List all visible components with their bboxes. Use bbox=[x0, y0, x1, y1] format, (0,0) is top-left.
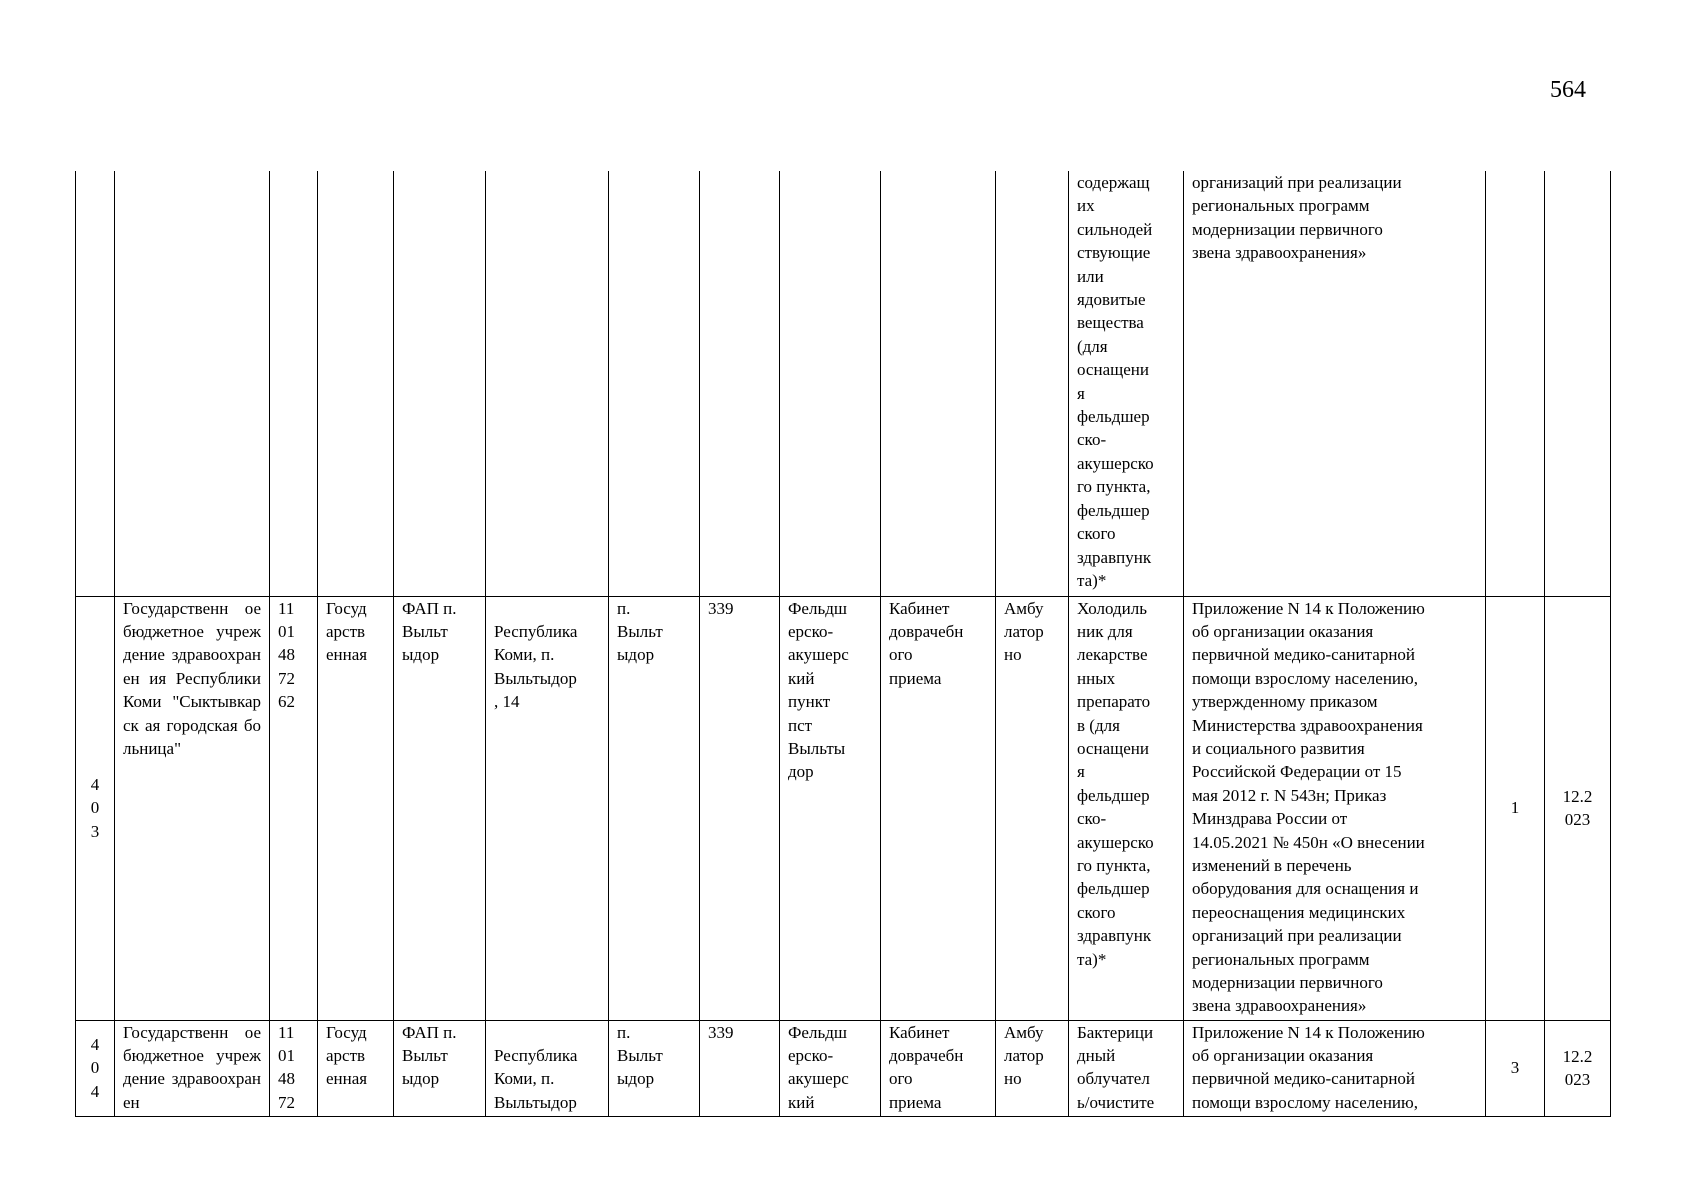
ownership-cell: Госуд арств енная bbox=[318, 1020, 394, 1116]
address-cell bbox=[486, 171, 609, 596]
row-number: 4 0 3 bbox=[76, 596, 115, 1020]
room-cell: Кабинет доврачебн ого приема bbox=[881, 596, 996, 1020]
table-row bbox=[76, 596, 1611, 1020]
settlement-cell bbox=[609, 171, 700, 596]
equipment-cell: Бактерици дный облучател ь/очистите bbox=[1069, 1020, 1184, 1116]
equipment-cell: Холодиль ник для лекарстве нных препарато в (для оснащени я фельдшер ско- акушерско го пункта, фельдшер ского здравпунк та)* bbox=[1069, 596, 1184, 1020]
code-cell: 11 01 48 72 62 bbox=[270, 596, 318, 1020]
care-type-cell bbox=[996, 171, 1069, 596]
organization-cell: Государственн ое бюджетное учреждение здравоохранен ия Республики Коми "Сыктывкарск ая городская больница" bbox=[115, 596, 270, 1020]
equipment-table bbox=[75, 171, 1611, 1117]
date-cell: 12.2 023 bbox=[1545, 596, 1611, 1020]
code-cell bbox=[270, 171, 318, 596]
unit-cell: ФАП п. Выльт ыдор bbox=[394, 1020, 486, 1116]
date-cell: 12.2 023 bbox=[1545, 1020, 1611, 1116]
room-cell bbox=[881, 171, 996, 596]
facility-cell bbox=[780, 171, 881, 596]
quantity-cell: 1 bbox=[1486, 596, 1545, 1020]
facility-cell: Фельдш ерско- акушерс кий пункт пст Выльты дор bbox=[780, 596, 881, 1020]
page-number: 564 bbox=[1550, 77, 1586, 103]
facility-cell: Фельдш ерско- акушерс кий bbox=[780, 1020, 881, 1116]
unit-cell bbox=[394, 171, 486, 596]
population-cell: 339 bbox=[700, 596, 780, 1020]
quantity-cell bbox=[1486, 171, 1545, 596]
population-cell: 339 bbox=[700, 1020, 780, 1116]
table-row bbox=[76, 171, 1611, 596]
organization-cell: Государственн ое бюджетное учреждение здравоохранен bbox=[115, 1020, 270, 1116]
row-number bbox=[76, 171, 115, 596]
ownership-cell bbox=[318, 171, 394, 596]
room-cell: Кабинет доврачебн ого приема bbox=[881, 1020, 996, 1116]
unit-cell: ФАП п. Выльт ыдор bbox=[394, 596, 486, 1020]
settlement-cell: п. Выльт ыдор bbox=[609, 596, 700, 1020]
code-cell: 11 01 48 72 bbox=[270, 1020, 318, 1116]
legal-basis-cell: организаций при реализации региональных программ модернизации первичного звена здравоохранения» bbox=[1184, 171, 1486, 596]
organization-cell bbox=[115, 171, 270, 596]
equipment-cell: содержащ их сильнодей ствующие или ядовитые вещества (для оснащени я фельдшер ско- акушерско го пункта, фельдшер ского здравпунк та)* bbox=[1069, 171, 1184, 596]
date-cell bbox=[1545, 171, 1611, 596]
legal-basis-cell: Приложение N 14 к Положению об организации оказания первичной медико-санитарной помощи взрослому населению, утвержденному приказом Министерства здравоохранения и социального развития Российской Федерации от 15 мая 2012 г. N 543н; Приказ Минздрава России от 14.05.2021 № 450н «О внесении изменений в перечень оборудования для оснащения и переоснащения медицинских организаций при реализации региональных программ модернизации первичного звена здравоохранения» bbox=[1184, 596, 1486, 1020]
care-type-cell: Амбу латор но bbox=[996, 1020, 1069, 1116]
settlement-cell: п. Выльт ыдор bbox=[609, 1020, 700, 1116]
address-cell: Республика Коми, п. Выльтыдор , 14 bbox=[486, 596, 609, 1020]
legal-basis-cell: Приложение N 14 к Положению об организации оказания первичной медико-санитарной помощи взрослому населению, bbox=[1184, 1020, 1486, 1116]
population-cell bbox=[700, 171, 780, 596]
address-cell: Республика Коми, п. Выльтыдор bbox=[486, 1020, 609, 1116]
ownership-cell: Госуд арств енная bbox=[318, 596, 394, 1020]
row-number: 4 0 4 bbox=[76, 1020, 115, 1116]
table-row bbox=[76, 1020, 1611, 1116]
care-type-cell: Амбу латор но bbox=[996, 596, 1069, 1020]
quantity-cell: 3 bbox=[1486, 1020, 1545, 1116]
